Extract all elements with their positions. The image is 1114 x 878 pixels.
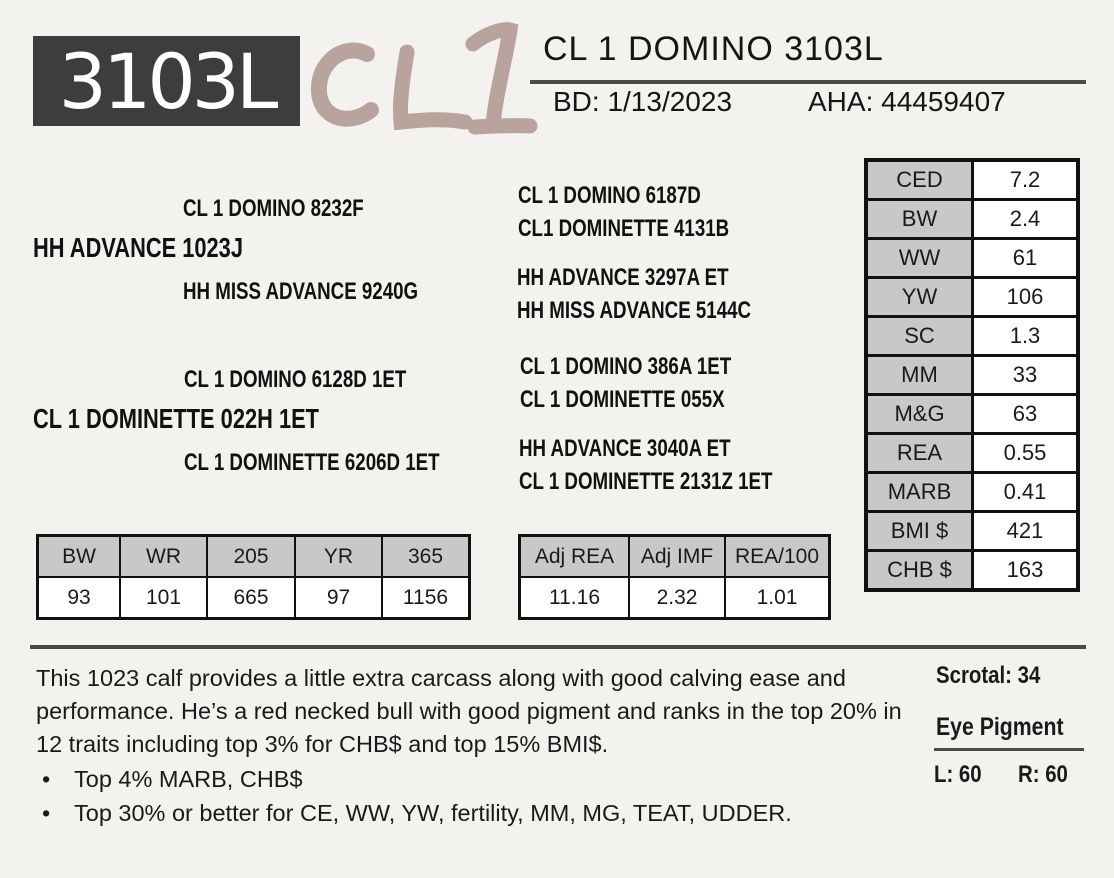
pedigree-dam-dam: CL 1 DOMINETTE 6206D 1ET bbox=[184, 449, 440, 476]
pedigree-sire-dam: HH MISS ADVANCE 9240G bbox=[183, 278, 419, 305]
performance-header: 365 bbox=[382, 536, 470, 578]
epd-value: 33 bbox=[973, 356, 1079, 395]
epd-label: WW bbox=[866, 239, 973, 278]
performance-value: 101 bbox=[120, 577, 207, 619]
ultrasound-header: Adj REA bbox=[520, 536, 630, 578]
epd-value: 2.4 bbox=[973, 200, 1079, 239]
eye-pigment-right: R: 60 bbox=[1018, 761, 1068, 788]
section-divider bbox=[30, 645, 1086, 649]
epd-row bbox=[866, 160, 1078, 200]
epd-value: 0.41 bbox=[973, 473, 1079, 512]
epd-row bbox=[866, 395, 1078, 434]
performance-value: 665 bbox=[207, 577, 295, 619]
epd-row bbox=[866, 356, 1078, 395]
performance-header: WR bbox=[120, 536, 207, 578]
ultrasound-header-row bbox=[520, 536, 830, 578]
pedigree-ds-dam: CL 1 DOMINETTE 055X bbox=[520, 386, 725, 413]
performance-header: YR bbox=[295, 536, 382, 578]
description-text: This 1023 calf provides a little extra carcass along with good calving ease and performance. He’s a red necked bull with good pigment and ranks in the top 20% in 12 traits including top 3% for CHB$ and top 15% BMI$. bbox=[36, 665, 902, 757]
epd-label: MARB bbox=[866, 473, 973, 512]
pedigree-dam: CL 1 DOMINETTE 022H 1ET bbox=[33, 403, 320, 434]
pedigree-sire-sire: CL 1 DOMINO 8232F bbox=[183, 195, 364, 222]
epd-label: YW bbox=[866, 278, 973, 317]
animal-name: CL 1 DOMINO 3103L bbox=[543, 30, 884, 68]
epd-row bbox=[866, 278, 1078, 317]
epd-row bbox=[866, 473, 1078, 512]
epd-row bbox=[866, 200, 1078, 239]
epd-label: MM bbox=[866, 356, 973, 395]
pedigree-sd-dam: HH MISS ADVANCE 5144C bbox=[517, 297, 752, 324]
pedigree-ss-dam: CL1 DOMINETTE 4131B bbox=[518, 215, 730, 242]
epd-value: 61 bbox=[973, 239, 1079, 278]
performance-header: BW bbox=[38, 536, 121, 578]
highlights-list bbox=[42, 762, 792, 830]
list-item: • Top 30% or better for CE, WW, YW, fertility, MM, MG, TEAT, UDDER. bbox=[42, 796, 792, 830]
epd-table bbox=[864, 158, 1080, 592]
epd-row bbox=[866, 551, 1078, 591]
epd-value: 106 bbox=[973, 278, 1079, 317]
epd-row bbox=[866, 434, 1078, 473]
ultrasound-value: 2.32 bbox=[629, 577, 725, 619]
epd-label: SC bbox=[866, 317, 973, 356]
performance-value-row bbox=[38, 577, 470, 619]
pedigree-sire: HH ADVANCE 1023J bbox=[33, 232, 243, 263]
ultrasound-header: REA/100 bbox=[725, 536, 830, 578]
epd-value: 63 bbox=[973, 395, 1079, 434]
pedigree-ds-sire: CL 1 DOMINO 386A 1ET bbox=[520, 353, 732, 380]
performance-header: 205 bbox=[207, 536, 295, 578]
epd-row bbox=[866, 512, 1078, 551]
ultrasound-header: Adj IMF bbox=[629, 536, 725, 578]
list-item: • Top 4% MARB, CHB$ bbox=[42, 762, 792, 796]
epd-label: BMI $ bbox=[866, 512, 973, 551]
epd-value: 421 bbox=[973, 512, 1079, 551]
epd-row bbox=[866, 239, 1078, 278]
epd-value: 7.2 bbox=[973, 160, 1079, 200]
ultrasound-value: 1.01 bbox=[725, 577, 830, 619]
performance-table bbox=[36, 534, 471, 620]
epd-label: CHB $ bbox=[866, 551, 973, 591]
eye-pigment-heading: Eye Pigment bbox=[936, 713, 1064, 741]
eye-pigment-left: L: 60 bbox=[934, 761, 982, 788]
performance-value: 1156 bbox=[382, 577, 470, 619]
scrotal-measurement: Scrotal: 34 bbox=[936, 662, 1041, 689]
registration-number: AHA: 44459407 bbox=[808, 86, 1006, 117]
epd-value: 0.55 bbox=[973, 434, 1079, 473]
epd-row bbox=[866, 317, 1078, 356]
epd-label: M&G bbox=[866, 395, 973, 434]
pedigree-sd-sire: HH ADVANCE 3297A ET bbox=[517, 264, 729, 291]
performance-header-row bbox=[38, 536, 470, 578]
performance-value: 97 bbox=[295, 577, 382, 619]
epd-value: 1.3 bbox=[973, 317, 1079, 356]
epd-value: 163 bbox=[973, 551, 1079, 591]
pedigree-dd-sire: HH ADVANCE 3040A ET bbox=[519, 435, 731, 462]
epd-label: CED bbox=[866, 160, 973, 200]
pedigree-dd-dam: CL 1 DOMINETTE 2131Z 1ET bbox=[519, 468, 773, 495]
epd-label: REA bbox=[866, 434, 973, 473]
ultrasound-value: 11.16 bbox=[520, 577, 630, 619]
pedigree-dam-sire: CL 1 DOMINO 6128D 1ET bbox=[184, 366, 407, 393]
ultrasound-table bbox=[518, 534, 831, 620]
header-divider bbox=[530, 80, 1086, 84]
birth-date: BD: 1/13/2023 bbox=[553, 86, 733, 117]
ultrasound-value-row bbox=[520, 577, 830, 619]
epd-label: BW bbox=[866, 200, 973, 239]
pedigree-ss-sire: CL 1 DOMINO 6187D bbox=[518, 182, 701, 209]
cl1-logo bbox=[305, 22, 540, 137]
lot-number-badge: 3103L bbox=[33, 36, 300, 126]
eye-pigment-underline bbox=[934, 748, 1084, 751]
performance-value: 93 bbox=[38, 577, 121, 619]
